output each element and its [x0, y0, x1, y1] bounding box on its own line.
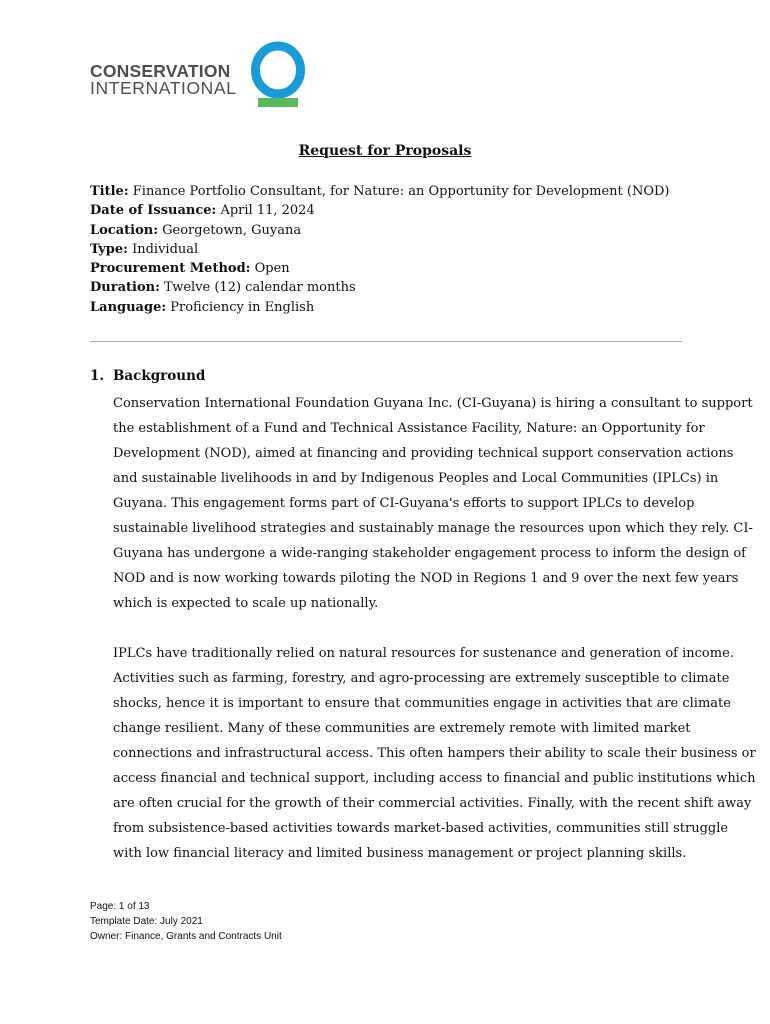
page-footer: [90, 899, 282, 944]
meta-label: Duration:: [90, 280, 160, 296]
logo-text-line2: INTERNATIONAL: [90, 78, 237, 98]
meta-label: Location:: [90, 222, 159, 238]
paragraph-line: change resilient. Many of these communities are extremely remote with limited market: [113, 721, 691, 736]
paragraph-line: Activities such as farming, forestry, and agro-processing are extremely susceptible to climate: [113, 671, 730, 686]
paragraph-line: Conservation International Foundation Guyana Inc. (CI-Guyana) is hiring a consultant to support: [113, 396, 753, 411]
logo-text-line1: CONSERVATION: [90, 61, 231, 81]
logo-ring-icon: [248, 42, 308, 112]
section-title: Background: [113, 368, 206, 384]
paragraph-line: sustainable livelihood strategies and sustainably manage the resources upon which they rely. CI-: [113, 521, 753, 536]
section-number: 1.: [90, 368, 105, 384]
paragraph-line: which is expected to scale up nationally.: [113, 596, 379, 611]
paragraph-line: shocks, hence it is important to ensure that communities engage in activities that are climate: [113, 696, 731, 711]
paragraph-line: access financial and technical support, including access to financial and public institutions which: [113, 771, 756, 786]
meta-value: Georgetown, Guyana: [158, 222, 302, 238]
footer-page-number: Page: 1 of 13: [90, 901, 150, 912]
horizontal-divider: [90, 341, 682, 342]
meta-value: Individual: [127, 241, 199, 257]
paragraph-line: are often crucial for the growth of their commercial activities. Finally, with the recent shift away: [113, 796, 752, 811]
paragraph-line: Guyana. This engagement forms part of CI-Guyana's efforts to support IPLCs to develop: [113, 496, 695, 511]
conservation-international-logo: [88, 42, 318, 112]
footer-template-date: Template Date: July 2021: [90, 916, 203, 927]
meta-label: Procurement Method:: [90, 261, 251, 277]
section-heading-background: [90, 368, 205, 384]
meta-value: April 11, 2024: [216, 203, 315, 219]
meta-duration: [90, 278, 690, 297]
paragraph-line: with low financial literacy and limited business management or project planning skills.: [113, 846, 687, 861]
meta-value: Open: [250, 261, 290, 277]
paragraph-line: Guyana has undergone a wide-ranging stakeholder engagement process to inform the design of: [113, 546, 746, 561]
paragraph-line: connections and infrastructural access. This often hampers their ability to scale their business or: [113, 746, 756, 761]
meta-type: [90, 240, 690, 259]
background-paragraph-2: [113, 641, 756, 866]
meta-procurement-method: [90, 259, 690, 278]
footer-owner: Owner: Finance, Grants and Contracts Unit: [90, 931, 282, 942]
background-paragraph-1: [113, 391, 753, 616]
meta-location: [90, 221, 690, 240]
meta-value: Twelve (12) calendar months: [159, 280, 356, 296]
meta-title: [90, 182, 690, 201]
meta-label: Language:: [90, 299, 167, 315]
paragraph-line: the establishment of a Fund and Technical Assistance Facility, Nature: an Opportunity for: [113, 421, 705, 436]
meta-date-of-issuance: [90, 201, 690, 220]
meta-value: Proficiency in English: [166, 299, 315, 315]
meta-language: [90, 298, 690, 317]
paragraph-line: IPLCs have traditionally relied on natural resources for sustenance and generation of income.: [113, 646, 734, 661]
paragraph-line: NOD and is now working towards piloting the NOD in Regions 1 and 9 over the next few years: [113, 571, 739, 586]
meta-label: Title:: [90, 184, 129, 199]
paragraph-line: from subsistence-based activities towards market-based activities, communities still struggle: [113, 821, 729, 836]
meta-label: Type:: [90, 241, 128, 257]
rfp-metadata: [90, 182, 690, 317]
paragraph-line: and sustainable livelihoods in and by Indigenous Peoples and Local Communities (IPLCs) in: [113, 471, 719, 486]
meta-label: Date of Issuance:: [90, 203, 217, 219]
paragraph-line: Development (NOD), aimed at financing and providing technical support conservation actions: [113, 446, 734, 461]
document-title: Request for Proposals: [298, 143, 472, 159]
meta-value: Finance Portfolio Consultant, for Nature: an Opportunity for Development (NOD): [128, 184, 670, 199]
